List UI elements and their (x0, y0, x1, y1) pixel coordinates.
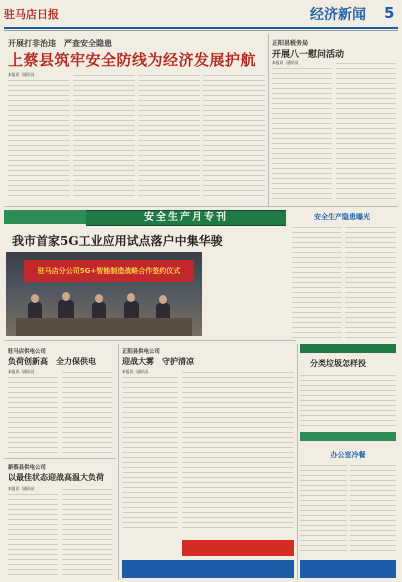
paper-name: 驻马店日报 (4, 8, 59, 21)
photo-person-head (95, 294, 103, 303)
masthead-rule (4, 27, 398, 29)
mid-headline: 我市首家5G工业应用试点落户中集华骏 (12, 234, 223, 248)
right-top-text-b (336, 60, 396, 200)
left-bottom-1-text-b (62, 369, 112, 454)
right-bottom-text-b (350, 462, 396, 552)
right-top-text-a (272, 65, 332, 200)
center-bottom-ad (182, 540, 294, 556)
lead-col3-text (138, 72, 200, 200)
left-bottom-2-kicker: 新蔡县供电公司 (8, 465, 46, 471)
photo-caption-box (206, 252, 302, 336)
center-bottom-headline: 迎战大雾 守护清凉 (122, 356, 194, 366)
left-bottom-2-headline: 以最佳状态迎战高温大负荷 (8, 472, 104, 482)
right-mid-highlight (300, 432, 396, 441)
masthead-rule-thin (4, 30, 398, 31)
section-divider (4, 458, 116, 459)
lead-col2-text (73, 72, 135, 200)
column-divider (297, 344, 298, 580)
masthead (4, 4, 398, 26)
right-bottom-text-a (300, 462, 347, 552)
right-top-headline: 开展八一慰问活动 (272, 50, 345, 60)
banner-strip (4, 210, 86, 224)
right-mid-tag (300, 344, 396, 353)
lead-col1-first-line: 本报讯（通讯员 (8, 72, 35, 77)
right-bottom-ad (300, 560, 396, 578)
left-bottom-1-kicker: 驻马店供电公司 (8, 349, 46, 355)
safety-sub-title: 安全生产隐患曝光 (314, 213, 370, 221)
column-divider (118, 344, 119, 580)
center-bottom-text-a (122, 374, 178, 532)
photo-stage-backdrop (24, 260, 194, 282)
center-bottom-kicker: 正阳县供电公司 (122, 349, 160, 355)
left-bottom-2-text-b (62, 486, 112, 577)
lead-headline: 上蔡县筑牢安全防线为经济发展护航 (8, 51, 257, 69)
event-photo (6, 252, 202, 336)
photo-person-head (31, 294, 39, 303)
center-bottom-first-line: 本报讯（通讯员 (122, 369, 149, 374)
column-divider (268, 34, 269, 206)
section-title: 经济新闻 (310, 7, 366, 23)
center-bottom-ad-sub (122, 560, 294, 578)
safety-banner: 安全生产月专刊 (86, 210, 286, 226)
left-bottom-2-text-a (8, 491, 58, 577)
right-top-kicker: 正阳县税务局 (272, 40, 309, 47)
right-top-first-line: 本报讯（通讯员 (272, 60, 299, 65)
left-bottom-2-first-line: 本报讯（通讯员 (8, 486, 35, 491)
section-divider (4, 340, 296, 341)
photo-person-head (62, 292, 70, 301)
left-bottom-1-first-line: 本报讯（通讯员 (8, 369, 35, 374)
lead-kicker: 开展打非治违 严查安全隐患 (8, 38, 112, 48)
right-mid-text (300, 372, 396, 428)
photo-person-head (159, 295, 167, 304)
left-bottom-1-text-a (8, 374, 58, 454)
photo-stage-text: 驻马店分公司5G+智能制造战略合作签约仪式 (37, 267, 181, 275)
page-number: 5 (384, 4, 395, 22)
lead-col4-text (203, 72, 265, 200)
lead-col1-text (8, 77, 70, 200)
section-divider (4, 206, 398, 207)
photo-person-head (127, 293, 135, 302)
photo-signing-table (16, 318, 192, 336)
right-mid-headline: 分类垃圾怎样投 (310, 358, 366, 368)
safety-sub-text-b (345, 224, 396, 340)
center-bottom-text-b (182, 369, 294, 532)
left-bottom-1-headline: 负荷创新高 全力保供电 (8, 356, 96, 366)
right-bottom-headline: 办公室冷餐 (330, 451, 366, 459)
